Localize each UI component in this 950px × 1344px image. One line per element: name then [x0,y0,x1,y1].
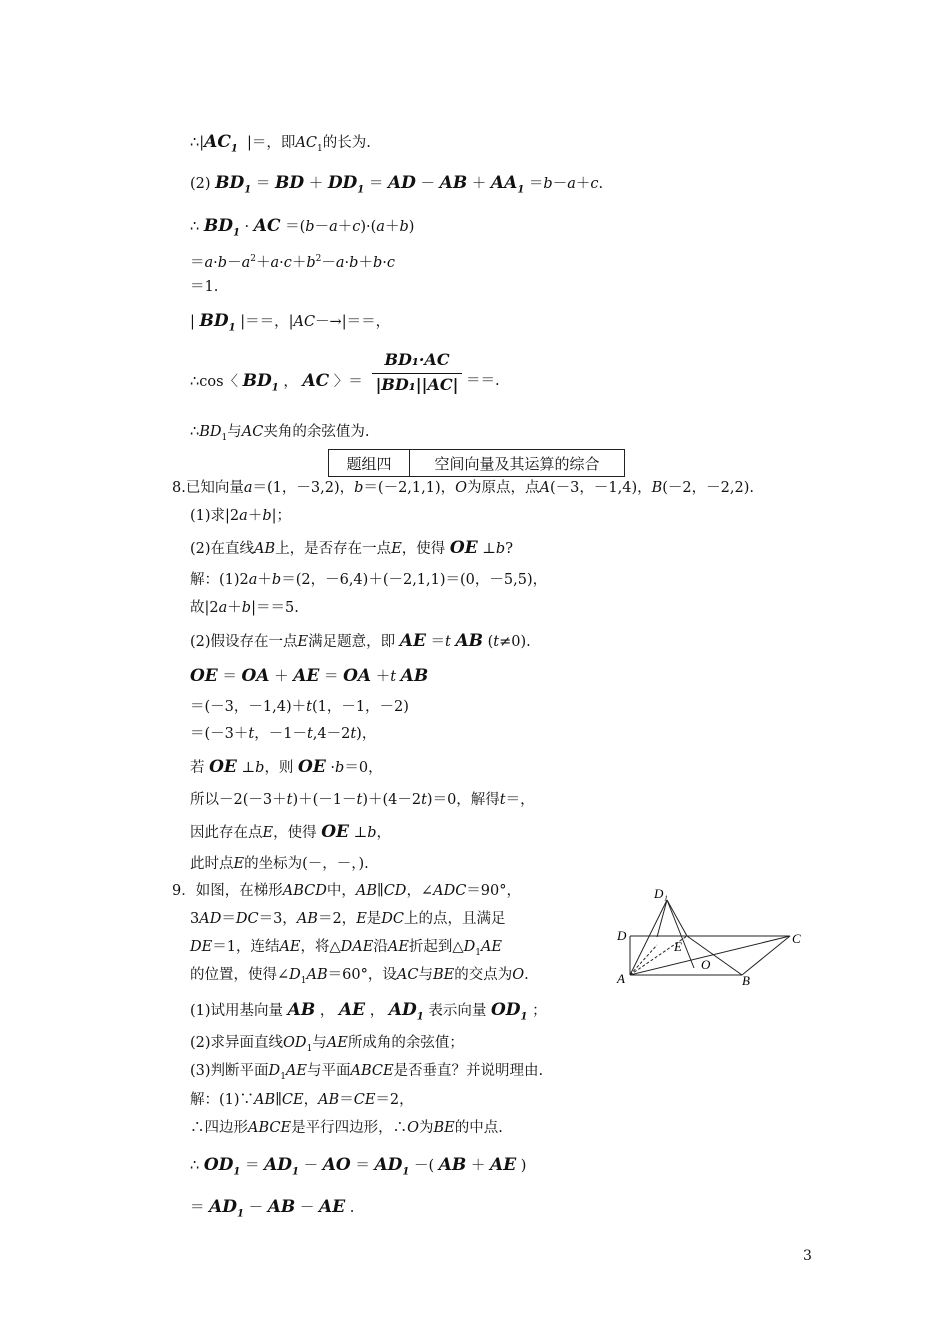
geometry-figure [612,885,812,990]
edge-inner-dashed [630,945,657,975]
text-line-7b: ＝＝. [466,373,500,389]
label-e: E [674,939,682,954]
edge-eb [687,936,742,975]
text-line-16: ＝(－3，－1,4)＋t(1，－1，－2) [190,699,409,715]
label-a: A [617,971,625,986]
fraction-bar [372,373,462,374]
label-c: C [792,931,801,946]
text-line-1: $\therefore|AC_1$ |＝，即$AC_1$的长为. [190,132,371,155]
text-line-32: ＝ $AD_1$ － AB － AE . [190,1197,355,1220]
text-line-14: (2)假设存在一点E满足题意，即 AE ＝t AB (t≠0). [190,631,531,651]
text-line-9: 8.已知向量a＝(1，－3,2)，b＝(－2,1,1)，O为原点，点A(－3，－1,4)，B(－2，－2,2). [172,480,754,496]
text-line-22: 9．如图，在梯形ABCD中，AB∥CD，∠ADC＝90°， [172,883,521,899]
text-line-20: 因此存在点E，使得 OE ⊥b， [190,822,392,842]
label-o: O [701,957,711,972]
text-line-7: ∴cos〈 $BD_1$ ， AC 〉＝ [190,371,363,394]
text-line-12: 解：(1)2a＋b＝(2，－6,4)＋(－2,1,1)＝(0，－5,5)， [190,572,548,588]
topic-group-label: 题组四 [329,450,410,476]
text-line-31: ∴ $OD_1 = AD_1$ － AO ＝ $AD_1$ －( AB ＋ AE ) [190,1155,527,1178]
text-line-10: (1)求|2a＋b|； [190,508,291,524]
text-line-19: 所以－2(－3＋t)＋(－1－t)＋(4－2t)＝0，解得t＝， [190,792,535,808]
edge-d1-fold [657,900,667,937]
fraction-numerator: BD₁·AC [384,350,450,369]
text-line-27: (2)求异面直线$OD_1$与AE所成角的余弦值； [190,1035,464,1054]
text-line-28: (3)判断平面$D_1AE$与平面ABCE是否垂直？并说明理由. [190,1063,544,1082]
label-b: B [742,973,750,988]
text-line-26: (1)试用基向量 AB ， AE ， $AD_1$ 表示向量 $OD_1$ ； [190,1000,547,1023]
cosine-fraction [372,350,462,399]
label-d1: D₁ [654,886,668,901]
text-line-30: ∴四边形ABCE是平行四边形，∴O为BE的中点. [190,1120,503,1136]
text-line-25: 的位置，使得$\angle D_1AB=60^\circ$，设AC与BE的交点为O. [190,967,529,986]
text-line-24: DE＝1，连结AE，将△DAE沿AE折起到$\triangle D_1AE$ [190,939,503,958]
text-line-18: 若 OE ⊥b，则 OE ·b＝0， [190,757,383,777]
text-line-21: 此时点E的坐标为(－，－，). [190,856,369,872]
text-line-17: ＝(－3＋t，－1－t,4－2t)， [190,726,377,742]
text-line-6: | $BD_1$ |＝＝，|AC－→|＝＝， [190,311,391,334]
text-line-13: 故|2a＋b|＝＝5. [190,600,299,616]
text-line-29: 解：(1)∵AB∥CE，AB＝CE＝2， [190,1092,414,1108]
edge-d1o [667,900,694,968]
fraction-denominator: |BD₁||AC| [375,375,459,394]
text-line-2: (2) $BD_1$ ＝ BD ＋ $DD_1$ ＝ AD － AB ＋ $AA_1 =b-a+c$. [190,173,604,196]
text-line-15: OE ＝ OA ＋ AE ＝ OA ＋t AB [190,666,429,686]
text-line-8: $\therefore BD_1$与AC夹角的余弦值为. [190,424,370,443]
text-line-23: 3AD＝DC＝3，AB＝2，E是DC上的点，且满足 [190,911,506,927]
topic-box [328,449,625,477]
text-line-4: $=a\cdot b-a^2+a\cdot c+b^2-a\cdot b+b\cdot c$ [190,254,395,271]
page-number: 3 [803,1248,812,1264]
edge-ad1 [630,900,667,975]
topic-title: 空间向量及其运算的综合 [434,454,600,473]
text-line-5: ＝1. [190,279,219,295]
label-d: D [617,928,627,943]
edge-d1e [667,900,687,936]
text-line-3: ∴ $BD_1$ · AC ＝(b－a＋c)·(a＋b) [190,216,415,239]
text-line-11: (2)在直线AB上，是否存在一点E，使得 OE ⊥b? [190,538,513,558]
